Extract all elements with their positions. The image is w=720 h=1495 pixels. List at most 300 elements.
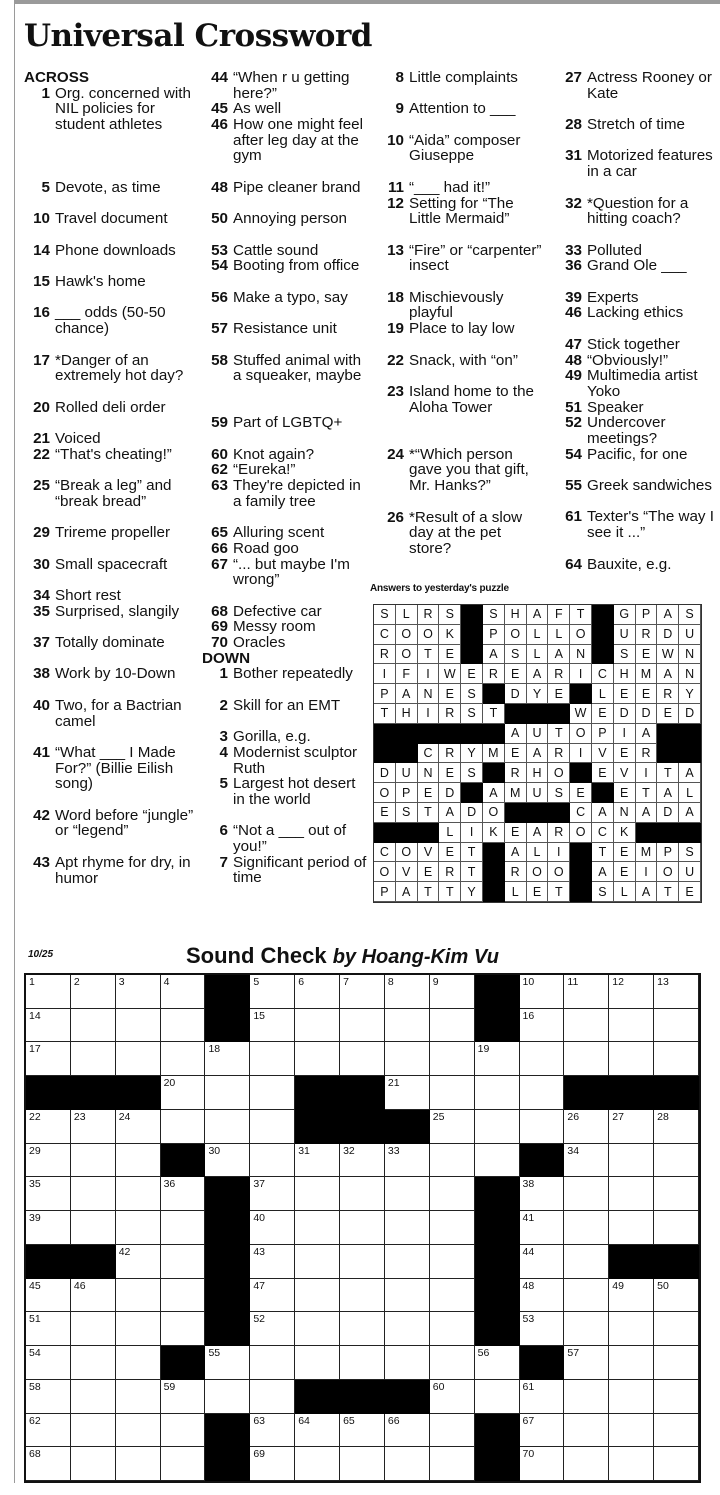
grid-cell[interactable] xyxy=(564,1380,609,1414)
grid-cell[interactable] xyxy=(26,1009,71,1043)
grid-cell[interactable] xyxy=(161,1279,206,1313)
cell-number: 63 xyxy=(253,1414,266,1427)
answer-cell: R xyxy=(636,625,658,645)
clue-item xyxy=(556,415,716,446)
grid-cell[interactable] xyxy=(430,1414,475,1448)
grid-cell[interactable] xyxy=(161,1009,206,1043)
black-square xyxy=(609,1076,654,1110)
grid-cell[interactable] xyxy=(609,1009,654,1043)
grid-cell[interactable] xyxy=(26,1110,71,1144)
grid-cell[interactable] xyxy=(295,1279,340,1313)
grid-cell[interactable] xyxy=(250,1414,295,1448)
grid-cell[interactable] xyxy=(250,1144,295,1178)
grid-cell[interactable] xyxy=(205,1042,250,1076)
grid-cell[interactable] xyxy=(116,1009,161,1043)
grid-cell[interactable] xyxy=(161,975,206,1009)
answer-cell: T xyxy=(418,645,440,665)
grid-cell[interactable] xyxy=(430,1447,475,1481)
grid-cell[interactable] xyxy=(26,1447,71,1481)
grid-cell[interactable] xyxy=(295,1346,340,1380)
answer-cell: V xyxy=(614,763,636,783)
clue-number: 22 xyxy=(33,445,50,463)
cell-number: 53 xyxy=(522,1313,535,1326)
grid-cell[interactable] xyxy=(250,1110,295,1144)
grid-cell[interactable] xyxy=(654,1380,699,1414)
answer-cell xyxy=(461,605,483,625)
grid-cell[interactable] xyxy=(654,1346,699,1380)
answer-cell xyxy=(374,744,396,764)
grid-cell[interactable] xyxy=(520,1312,565,1346)
grid-cell[interactable] xyxy=(475,1144,520,1178)
clue-text: “___ had it!” xyxy=(409,178,491,196)
grid-cell[interactable] xyxy=(654,1211,699,1245)
clue-text: Actress Rooney or Kate xyxy=(587,69,712,102)
grid-cell[interactable] xyxy=(71,1312,116,1346)
grid-cell[interactable] xyxy=(26,1414,71,1448)
grid-cell[interactable] xyxy=(250,1076,295,1110)
clue-number: 55 xyxy=(565,477,582,495)
answer-cell: I xyxy=(636,862,658,882)
grid-cell[interactable] xyxy=(295,1312,340,1346)
clue-text: Place to lay low xyxy=(409,320,515,338)
grid-cell[interactable] xyxy=(654,1312,699,1346)
grid-cell[interactable] xyxy=(430,1346,475,1380)
grid-cell[interactable] xyxy=(116,1312,161,1346)
grid-cell[interactable] xyxy=(430,1009,475,1043)
grid-cell[interactable] xyxy=(340,975,385,1009)
black-square xyxy=(475,1447,520,1481)
answer-cell xyxy=(548,704,570,724)
answer-cell: F xyxy=(548,605,570,625)
grid-cell[interactable] xyxy=(654,1177,699,1211)
grid-cell[interactable] xyxy=(250,1042,295,1076)
cell-number: 41 xyxy=(522,1212,535,1225)
answer-cell: U xyxy=(679,862,701,882)
grid-cell[interactable] xyxy=(564,1042,609,1076)
grid-cell[interactable] xyxy=(26,1312,71,1346)
grid-cell[interactable] xyxy=(564,1312,609,1346)
grid-cell[interactable] xyxy=(295,1144,340,1178)
grid-cell[interactable] xyxy=(654,1447,699,1481)
answer-cell xyxy=(570,684,592,704)
grid-cell[interactable] xyxy=(26,1346,71,1380)
clue-text: Small spacecraft xyxy=(55,555,168,573)
clue-number: 10 xyxy=(387,131,404,149)
cell-number: 36 xyxy=(163,1178,176,1191)
grid-cell[interactable] xyxy=(564,1110,609,1144)
answer-cell: U xyxy=(396,763,418,783)
grid-cell[interactable] xyxy=(340,1279,385,1313)
grid-cell[interactable] xyxy=(71,1279,116,1313)
grid-cell[interactable] xyxy=(340,1346,385,1380)
grid-cell[interactable] xyxy=(116,1042,161,1076)
clue-number: 53 xyxy=(211,241,228,259)
grid-cell[interactable] xyxy=(564,1245,609,1279)
cell-number: 21 xyxy=(387,1077,400,1090)
black-square xyxy=(205,1447,250,1481)
black-square xyxy=(475,1009,520,1043)
grid-cell[interactable] xyxy=(609,1380,654,1414)
answer-cell: N xyxy=(418,684,440,704)
clue-column-2 xyxy=(202,70,370,902)
grid-cell[interactable] xyxy=(520,1177,565,1211)
grid-cell[interactable] xyxy=(26,1279,71,1313)
grid-cell[interactable] xyxy=(340,1447,385,1481)
clue-number: 35 xyxy=(33,602,50,620)
answer-cell: O xyxy=(570,823,592,843)
grid-cell[interactable] xyxy=(116,1380,161,1414)
clue-item xyxy=(24,557,196,588)
grid-cell[interactable] xyxy=(430,1042,475,1076)
grid-cell[interactable] xyxy=(430,1076,475,1110)
grid-cell[interactable] xyxy=(250,1312,295,1346)
grid-cell[interactable] xyxy=(609,1447,654,1481)
clue-text: *Result of a slow day at the pet store? xyxy=(409,508,523,557)
clue-item xyxy=(202,619,370,635)
clue-number: 19 xyxy=(387,320,404,338)
answer-cell: I xyxy=(374,664,396,684)
grid-cell[interactable] xyxy=(609,1211,654,1245)
grid-cell[interactable] xyxy=(340,1245,385,1279)
grid-cell[interactable] xyxy=(475,1076,520,1110)
grid-cell[interactable] xyxy=(340,1211,385,1245)
clue-text: “Obviously!” xyxy=(587,351,669,369)
black-square xyxy=(475,975,520,1009)
grid-cell[interactable] xyxy=(654,1042,699,1076)
grid-cell[interactable] xyxy=(71,975,116,1009)
grid-cell[interactable] xyxy=(564,1279,609,1313)
grid-cell[interactable] xyxy=(26,975,71,1009)
grid-cell[interactable] xyxy=(520,1447,565,1481)
clue-text: Short rest xyxy=(55,586,121,604)
grid-cell[interactable] xyxy=(71,1177,116,1211)
grid-cell[interactable] xyxy=(520,1414,565,1448)
grid-cell[interactable] xyxy=(161,1042,206,1076)
grid-cell[interactable] xyxy=(116,1110,161,1144)
answer-cell xyxy=(461,783,483,803)
answer-cell: L xyxy=(396,605,418,625)
grid-cell[interactable] xyxy=(609,975,654,1009)
grid-cell[interactable] xyxy=(385,1177,430,1211)
answer-cell: C xyxy=(418,744,440,764)
grid-cell[interactable] xyxy=(161,1110,206,1144)
grid-cell[interactable] xyxy=(295,975,340,1009)
grid-cell[interactable] xyxy=(26,1211,71,1245)
grid-cell[interactable] xyxy=(520,1042,565,1076)
clue-text: Resistance unit xyxy=(233,320,337,338)
clue-text: Bauxite, e.g. xyxy=(587,555,672,573)
grid-cell[interactable] xyxy=(116,1211,161,1245)
black-square xyxy=(520,1346,565,1380)
answer-cell: E xyxy=(374,803,396,823)
black-square xyxy=(205,1414,250,1448)
cell-number: 38 xyxy=(522,1178,535,1191)
grid-cell[interactable] xyxy=(205,1110,250,1144)
answer-cell: A xyxy=(636,724,658,744)
answer-cell: A xyxy=(527,744,549,764)
grid-cell[interactable] xyxy=(161,1380,206,1414)
grid-cell[interactable] xyxy=(564,1177,609,1211)
grid-cell[interactable] xyxy=(654,975,699,1009)
grid-cell[interactable] xyxy=(430,1245,475,1279)
grid-cell[interactable] xyxy=(250,1245,295,1279)
grid-cell[interactable] xyxy=(430,1312,475,1346)
grid-cell[interactable] xyxy=(654,1110,699,1144)
answer-cell: S xyxy=(505,645,527,665)
grid-cell[interactable] xyxy=(116,975,161,1009)
grid-cell[interactable] xyxy=(609,1110,654,1144)
grid-cell[interactable] xyxy=(71,1447,116,1481)
grid-cell[interactable] xyxy=(161,1414,206,1448)
clue-text: Experts xyxy=(587,288,639,306)
grid-cell[interactable] xyxy=(116,1144,161,1178)
answer-cell: D xyxy=(636,704,658,724)
grid-cell[interactable] xyxy=(430,1211,475,1245)
grid-cell[interactable] xyxy=(385,1211,430,1245)
clue-number: 49 xyxy=(565,367,582,385)
grid-cell[interactable] xyxy=(161,1076,206,1110)
answer-cell: E xyxy=(439,843,461,863)
grid-cell[interactable] xyxy=(609,1279,654,1313)
clue-item xyxy=(556,509,716,556)
grid-cell[interactable] xyxy=(385,1042,430,1076)
grid-cell[interactable] xyxy=(340,1144,385,1178)
cell-number: 68 xyxy=(29,1448,41,1461)
grid-cell[interactable] xyxy=(295,1447,340,1481)
grid-cell[interactable] xyxy=(205,1346,250,1380)
grid-cell[interactable] xyxy=(26,1042,71,1076)
clue-item xyxy=(378,384,546,447)
grid-cell[interactable] xyxy=(340,1177,385,1211)
answer-cell xyxy=(527,704,549,724)
grid-cell[interactable] xyxy=(71,1009,116,1043)
grid-cell[interactable] xyxy=(564,1414,609,1448)
grid-cell[interactable] xyxy=(26,1380,71,1414)
grid-cell[interactable] xyxy=(340,1414,385,1448)
grid-cell[interactable] xyxy=(71,1380,116,1414)
answer-cell: O xyxy=(374,862,396,882)
grid-cell[interactable] xyxy=(654,1009,699,1043)
grid-cell[interactable] xyxy=(609,1312,654,1346)
grid-cell[interactable] xyxy=(340,1312,385,1346)
answer-cell: S xyxy=(439,605,461,625)
grid-cell[interactable] xyxy=(340,1009,385,1043)
grid-cell[interactable] xyxy=(609,1177,654,1211)
grid-cell[interactable] xyxy=(116,1414,161,1448)
grid-cell[interactable] xyxy=(116,1245,161,1279)
grid-cell[interactable] xyxy=(609,1414,654,1448)
grid-cell[interactable] xyxy=(71,1042,116,1076)
grid-cell[interactable] xyxy=(385,1144,430,1178)
grid-cell[interactable] xyxy=(205,1076,250,1110)
grid-cell[interactable] xyxy=(564,1211,609,1245)
answer-cell: O xyxy=(548,763,570,783)
clue-text: Speaker xyxy=(587,398,644,416)
clue-text: Pacific, for one xyxy=(587,445,688,463)
clue-number: 62 xyxy=(211,461,228,479)
clue-text: Oracles xyxy=(233,634,286,652)
clue-text: Attention to ___ xyxy=(409,100,516,118)
clue-text: “Fire” or “carpenter” insect xyxy=(409,241,542,275)
grid-cell[interactable] xyxy=(295,1414,340,1448)
grid-cell[interactable] xyxy=(385,975,430,1009)
grid-cell[interactable] xyxy=(520,1380,565,1414)
grid-cell[interactable] xyxy=(564,1009,609,1043)
grid-cell[interactable] xyxy=(250,1279,295,1313)
grid-cell[interactable] xyxy=(520,1110,565,1144)
answer-cell: C xyxy=(374,625,396,645)
grid-cell[interactable] xyxy=(520,1279,565,1313)
grid-cell[interactable] xyxy=(295,1009,340,1043)
clue-number: 46 xyxy=(565,304,582,322)
clue-text: Island home to the Aloha Tower xyxy=(409,382,534,416)
answer-cell: S xyxy=(483,605,505,625)
answer-cell: A xyxy=(679,763,701,783)
clue-text: *Question for a hitting coach? xyxy=(587,194,689,228)
clue-item xyxy=(24,635,196,666)
grid-cell[interactable] xyxy=(385,1279,430,1313)
grid-cell[interactable] xyxy=(250,975,295,1009)
grid-cell[interactable] xyxy=(520,975,565,1009)
answer-cell xyxy=(657,823,679,843)
answer-cell: A xyxy=(657,605,679,625)
clue-column-4 xyxy=(556,70,716,572)
clue-item xyxy=(378,510,546,573)
answer-cell: O xyxy=(570,625,592,645)
grid-cell[interactable] xyxy=(475,1380,520,1414)
grid-cell[interactable] xyxy=(340,1042,385,1076)
grid-cell[interactable] xyxy=(71,1144,116,1178)
grid-cell[interactable] xyxy=(26,1177,71,1211)
clue-number: 5 xyxy=(41,178,50,196)
grid-cell[interactable] xyxy=(520,1211,565,1245)
grid-cell[interactable] xyxy=(116,1279,161,1313)
grid-cell[interactable] xyxy=(520,1245,565,1279)
grid-cell[interactable] xyxy=(564,1447,609,1481)
grid-cell[interactable] xyxy=(116,1346,161,1380)
grid-cell[interactable] xyxy=(609,1144,654,1178)
black-square xyxy=(385,1110,430,1144)
answer-cell: N xyxy=(679,645,701,665)
grid-cell[interactable] xyxy=(250,1380,295,1414)
grid-cell[interactable] xyxy=(430,1144,475,1178)
grid-cell[interactable] xyxy=(385,1009,430,1043)
grid-cell[interactable] xyxy=(430,975,475,1009)
grid-cell[interactable] xyxy=(564,1346,609,1380)
grid-cell[interactable] xyxy=(475,1042,520,1076)
cell-number: 14 xyxy=(29,1009,41,1022)
clue-item xyxy=(24,478,196,525)
grid-cell[interactable] xyxy=(295,1177,340,1211)
grid-cell[interactable] xyxy=(385,1245,430,1279)
grid-cell[interactable] xyxy=(71,1346,116,1380)
clue-number: 59 xyxy=(211,414,228,432)
clue-item xyxy=(378,321,546,352)
grid-cell[interactable] xyxy=(430,1177,475,1211)
grid-cell[interactable] xyxy=(250,1346,295,1380)
grid-cell[interactable] xyxy=(385,1414,430,1448)
grid-cell[interactable] xyxy=(161,1312,206,1346)
grid-cell[interactable] xyxy=(250,1447,295,1481)
grid-cell[interactable] xyxy=(564,1144,609,1178)
grid-cell[interactable] xyxy=(475,1110,520,1144)
grid-cell[interactable] xyxy=(26,1144,71,1178)
grid-cell[interactable] xyxy=(205,1144,250,1178)
answer-cell: L xyxy=(548,625,570,645)
grid-cell[interactable] xyxy=(161,1177,206,1211)
grid-cell[interactable] xyxy=(161,1211,206,1245)
answer-cell: O xyxy=(396,625,418,645)
grid-cell[interactable] xyxy=(385,1312,430,1346)
clue-number: 21 xyxy=(33,430,50,448)
clue-item xyxy=(24,698,196,745)
grid-cell[interactable] xyxy=(385,1076,430,1110)
cell-number: 23 xyxy=(73,1110,86,1123)
clue-item xyxy=(202,447,370,463)
grid-cell[interactable] xyxy=(116,1177,161,1211)
grid-cell[interactable] xyxy=(116,1447,161,1481)
cell-number: 9 xyxy=(432,976,439,988)
grid-cell[interactable] xyxy=(295,1042,340,1076)
answer-cell: M xyxy=(636,664,658,684)
grid-cell[interactable] xyxy=(609,1042,654,1076)
grid-cell[interactable] xyxy=(520,1009,565,1043)
grid-cell[interactable] xyxy=(564,975,609,1009)
grid-cell[interactable] xyxy=(205,1380,250,1414)
clue-number: 64 xyxy=(565,555,582,573)
grid-cell[interactable] xyxy=(161,1447,206,1481)
grid-cell[interactable] xyxy=(430,1279,475,1313)
grid-cell[interactable] xyxy=(161,1245,206,1279)
clue-number: 7 xyxy=(219,853,228,871)
grid-cell[interactable] xyxy=(520,1076,565,1110)
grid-cell[interactable] xyxy=(71,1110,116,1144)
clue-text: Work by 10-Down xyxy=(55,665,176,683)
grid-cell[interactable] xyxy=(71,1211,116,1245)
answer-cell: T xyxy=(439,882,461,902)
answer-cell xyxy=(418,724,440,744)
answer-cell: R xyxy=(439,744,461,764)
answer-cell: E xyxy=(439,645,461,665)
grid-cell[interactable] xyxy=(654,1279,699,1313)
cell-number: 44 xyxy=(522,1245,535,1258)
grid-cell[interactable] xyxy=(654,1414,699,1448)
answer-cell: A xyxy=(396,882,418,902)
page-title: Universal Crossword xyxy=(24,18,372,54)
grid-cell[interactable] xyxy=(295,1211,340,1245)
answer-cell: F xyxy=(396,664,418,684)
grid-cell[interactable] xyxy=(250,1211,295,1245)
grid-cell[interactable] xyxy=(430,1110,475,1144)
grid-cell[interactable] xyxy=(430,1380,475,1414)
grid-cell[interactable] xyxy=(250,1177,295,1211)
clue-item xyxy=(378,290,546,321)
answer-cell: S xyxy=(614,645,636,665)
grid-cell[interactable] xyxy=(654,1144,699,1178)
grid-cell[interactable] xyxy=(609,1346,654,1380)
grid-cell[interactable] xyxy=(250,1009,295,1043)
grid-cell[interactable] xyxy=(295,1245,340,1279)
cell-number: 10 xyxy=(522,976,535,988)
clue-number: 40 xyxy=(33,696,50,714)
answer-cell: H xyxy=(505,605,527,625)
grid-cell[interactable] xyxy=(475,1346,520,1380)
cell-number: 29 xyxy=(29,1144,41,1157)
grid-cell[interactable] xyxy=(71,1414,116,1448)
grid-cell[interactable] xyxy=(385,1346,430,1380)
clue-number: 67 xyxy=(211,555,228,573)
grid-cell[interactable] xyxy=(385,1447,430,1481)
